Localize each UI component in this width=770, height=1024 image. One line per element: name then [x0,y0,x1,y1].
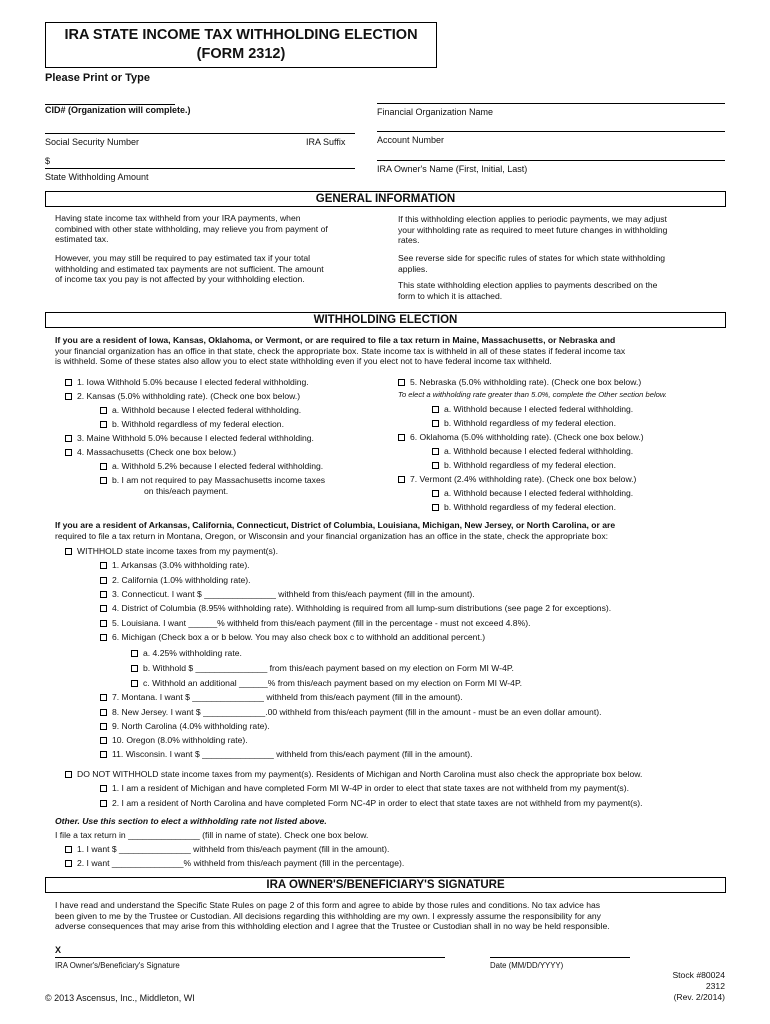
michigan-option-b[interactable]: b. Withhold $ _______________ from this/each payment based on my election on Form MI W-4P. [131,663,514,673]
withhold-state-11[interactable]: 11. Wisconsin. I want $ _______________ withheld from this/each payment (fill in the amount). [100,749,473,759]
checkbox[interactable] [65,393,72,400]
general-heading: GENERAL INFORMATION [45,191,726,207]
do-not-withhold-michigan[interactable]: 1. I am a resident of Michigan and have completed Form MI W-4P in order to elect that state taxes are not withheld from my payment(s). [100,783,629,793]
checkbox[interactable] [398,379,405,386]
date-field[interactable] [490,957,630,958]
checkbox[interactable] [65,435,72,442]
dollar-sign: $ [45,156,51,166]
account-label: Account Number [377,135,445,145]
print-note: Please Print or Type [45,72,150,84]
withholding-intro2: If you are a resident of Arkansas, California, Connecticut, District of Columbia, Louisiana, Michigan, New Jersey, or North Carolina, or are required to file a tax return in Montana, Oregon, or Wisconsin and your financial organization has an office in the state, check the appropriate box: [55,520,616,541]
checkbox[interactable] [65,860,72,867]
checkbox[interactable] [432,448,439,455]
checkbox[interactable] [432,490,439,497]
checkbox[interactable] [398,476,405,483]
vermont-option-a[interactable]: a. Withhold because I elected federal withholding. [432,488,633,498]
other-option-amount[interactable]: 1. I want $ _______________ withheld from this/each payment (fill in the amount). [65,844,389,854]
withhold-state-4[interactable]: 4. District of Columbia (8.95% withholding rate). Withholding is required from all lump-sum distributions (see page 2 for exceptions). [100,603,611,613]
withhold-state-1[interactable]: 1. Arkansas (3.0% withholding rate). [100,560,250,570]
checkbox[interactable] [65,846,72,853]
checkbox[interactable] [131,650,138,657]
michigan-option-a[interactable]: a. 4.25% withholding rate. [131,648,242,658]
michigan-option-c[interactable]: c. Withhold an additional ______% from this/each payment based on my election on Form MI W-4P. [131,678,522,688]
withhold-state-6[interactable]: 6. Michigan (Check box a or b below. You may also check box c to withhold an additional percent.) [100,632,485,642]
state-option-oklahoma[interactable]: 6. Oklahoma (5.0% withholding rate). (Check one box below.) [398,432,644,442]
checkbox[interactable] [100,694,107,701]
other-option-percent[interactable]: 2. I want _______________% withheld from this/each payment (fill in the percentage). [65,858,404,868]
state-amount-field[interactable] [45,168,355,169]
nebraska-option-a[interactable]: a. Withhold because I elected federal withholding. [432,404,633,414]
copyright: © 2013 Ascensus, Inc., Middleton, WI [45,993,195,1003]
checkbox[interactable] [100,800,107,807]
checkbox[interactable] [100,562,107,569]
checkbox[interactable] [100,785,107,792]
checkbox[interactable] [131,680,138,687]
withhold-state-9[interactable]: 9. North Carolina (4.0% withholding rate). [100,721,270,731]
checkbox[interactable] [100,709,107,716]
oklahoma-option-b[interactable]: b. Withhold regardless of my federal election. [432,460,616,470]
massachusetts-option-b-cont: on this/each payment. [144,486,229,496]
checkbox[interactable] [100,751,107,758]
checkbox[interactable] [100,605,107,612]
massachusetts-option-b[interactable]: b. I am not required to pay Massachusetts income taxes [100,475,325,485]
nebraska-note: To elect a withholding rate greater than 5.0%, complete the Other section below. [398,390,668,399]
checkbox[interactable] [100,723,107,730]
stock-info: Stock #80024 2312 (Rev. 2/2014) [672,970,725,1002]
fin-org-field[interactable] [377,103,725,104]
do-not-withhold-option[interactable]: DO NOT WITHHOLD state income taxes from my payment(s). Residents of Michigan and North Carolina must also check the appropriate box below. [65,769,642,779]
checkbox[interactable] [65,379,72,386]
withholding-heading: WITHHOLDING ELECTION [45,312,726,328]
form-title-line1: IRA STATE INCOME TAX WITHHOLDING ELECTION [64,27,418,43]
signature-label: IRA Owner's/Beneficiary's Signature [55,961,180,970]
checkbox[interactable] [131,665,138,672]
oklahoma-option-a[interactable]: a. Withhold because I elected federal withholding. [432,446,633,456]
withhold-option[interactable]: WITHHOLD state income taxes from my payment(s). [65,546,278,556]
state-amount-label: State Withholding Amount [45,172,149,182]
state-option-vermont[interactable]: 7. Vermont (2.4% withholding rate). (Check one box below.) [398,474,636,484]
state-option-massachusetts[interactable]: 4. Massachusetts (Check one box below.) [65,447,236,457]
checkbox[interactable] [100,591,107,598]
checkbox[interactable] [100,620,107,627]
state-option-kansas[interactable]: 2. Kansas (5.0% withholding rate). (Check one box below.) [65,391,300,401]
state-option-maine[interactable]: 3. Maine Withhold 5.0% because I elected federal withholding. [65,433,314,443]
checkbox[interactable] [100,421,107,428]
signature-text: I have read and understand the Specific State Rules on page 2 of this form and agree to abide by those rules and conditions. No tax advice has been given to me by the Trustee or Custodian. All decisions regarding this withholding are my own. I expressly assume the responsibility for any adverse consequences that may arise from this withholding election and I agree that the Trustee or Custodian shall in no way be held responsible. [55,900,610,932]
checkbox[interactable] [100,634,107,641]
general-left-p2: However, you may still be required to pay estimated tax if your total withholding and estimated tax payments are not sufficient. The amount of income tax you pay is not affected by your withholding election. [55,253,324,285]
checkbox[interactable] [398,434,405,441]
account-field[interactable] [377,131,725,132]
other-heading: Other. Use this section to elect a withholding rate not listed above. [55,816,327,826]
state-option-nebraska[interactable]: 5. Nebraska (5.0% withholding rate). (Check one box below.) [398,377,641,387]
general-left-p1: Having state income tax withheld from your IRA payments, when combined with other state withholding, may relieve you from payment of estimated tax. [55,213,328,245]
kansas-option-b[interactable]: b. Withhold regardless of my federal election. [100,419,284,429]
form-title [45,22,437,68]
massachusetts-option-a[interactable]: a. Withhold 5.2% because I elected federal withholding. [100,461,323,471]
checkbox[interactable] [100,463,107,470]
other-state-line[interactable]: I file a tax return in _______________ (fill in name of state). Check one box below. [55,830,369,840]
signature-x-mark: X [55,945,62,955]
ira-suffix-label: IRA Suffix [306,137,346,147]
checkbox[interactable] [100,477,107,484]
checkbox[interactable] [65,548,72,555]
withhold-state-5[interactable]: 5. Louisiana. I want ______% withheld from this/each payment (fill in the percentage - must not exceed 4.8%). [100,618,530,628]
general-right-p3: This state withholding election applies to payments described on the form to which it is attached. [398,280,658,301]
nebraska-option-b[interactable]: b. Withhold regardless of my federal election. [432,418,616,428]
kansas-option-a[interactable]: a. Withhold because I elected federal withholding. [100,405,301,415]
ssn-field[interactable] [45,133,355,134]
form-title-line2: (FORM 2312) [196,46,286,62]
checkbox[interactable] [65,449,72,456]
signature-heading: IRA OWNER'S/BENEFICIARY'S SIGNATURE [45,877,726,893]
checkbox[interactable] [432,504,439,511]
state-option-iowa[interactable]: 1. Iowa Withhold 5.0% because I elected federal withholding. [65,377,309,387]
withhold-state-3[interactable]: 3. Connecticut. I want $ _______________ withheld from this/each payment (fill in the amount). [100,589,475,599]
cid-label: CID# (Organization will complete.) [45,105,191,115]
signature-field[interactable] [55,957,445,958]
do-not-withhold-north-carolina[interactable]: 2. I am a resident of North Carolina and have completed Form NC-4P in order to elect that state taxes are not withheld from my payment(s). [100,798,643,808]
checkbox[interactable] [65,771,72,778]
vermont-option-b[interactable]: b. Withhold regardless of my federal election. [432,502,616,512]
checkbox[interactable] [432,406,439,413]
withholding-intro: If you are a resident of Iowa, Kansas, Oklahoma, or Vermont, or are required to file a tax return in Maine, Massachusetts, or Nebraska and your financial organization has an office in that state, check the appropriate box. State income tax is withheld in all of these states if federal income tax is withheld. Some of these states also allow you to elect state withholding even if you elect not to have federal income tax withheld. [55,335,626,367]
withhold-state-7[interactable]: 7. Montana. I want $ _______________ withheld from this/each payment (fill in the amount). [100,692,463,702]
ssn-label: Social Security Number [45,137,140,147]
general-right-p1: If this withholding election applies to periodic payments, we may adjust your withholding rate as required to meet future changes in withholding rates. [398,214,668,246]
owner-name-field[interactable] [377,160,725,161]
general-right-p2: See reverse side for specific rules of states for which state withholding applies. [398,253,666,274]
checkbox[interactable] [100,577,107,584]
checkbox[interactable] [432,462,439,469]
withhold-state-10[interactable]: 10. Oregon (8.0% withholding rate). [100,735,248,745]
checkbox[interactable] [100,407,107,414]
fin-org-label: Financial Organization Name [377,107,494,117]
owner-name-label: IRA Owner's Name (First, Initial, Last) [377,164,528,174]
withhold-state-8[interactable]: 8. New Jersey. I want $ _____________.00 withheld from this/each payment (fill in the amount - must be an even dollar amount). [100,707,601,717]
checkbox[interactable] [100,737,107,744]
withhold-state-2[interactable]: 2. California (1.0% withholding rate). [100,575,251,585]
date-label: Date (MM/DD/YYYY) [490,961,564,970]
checkbox[interactable] [432,420,439,427]
